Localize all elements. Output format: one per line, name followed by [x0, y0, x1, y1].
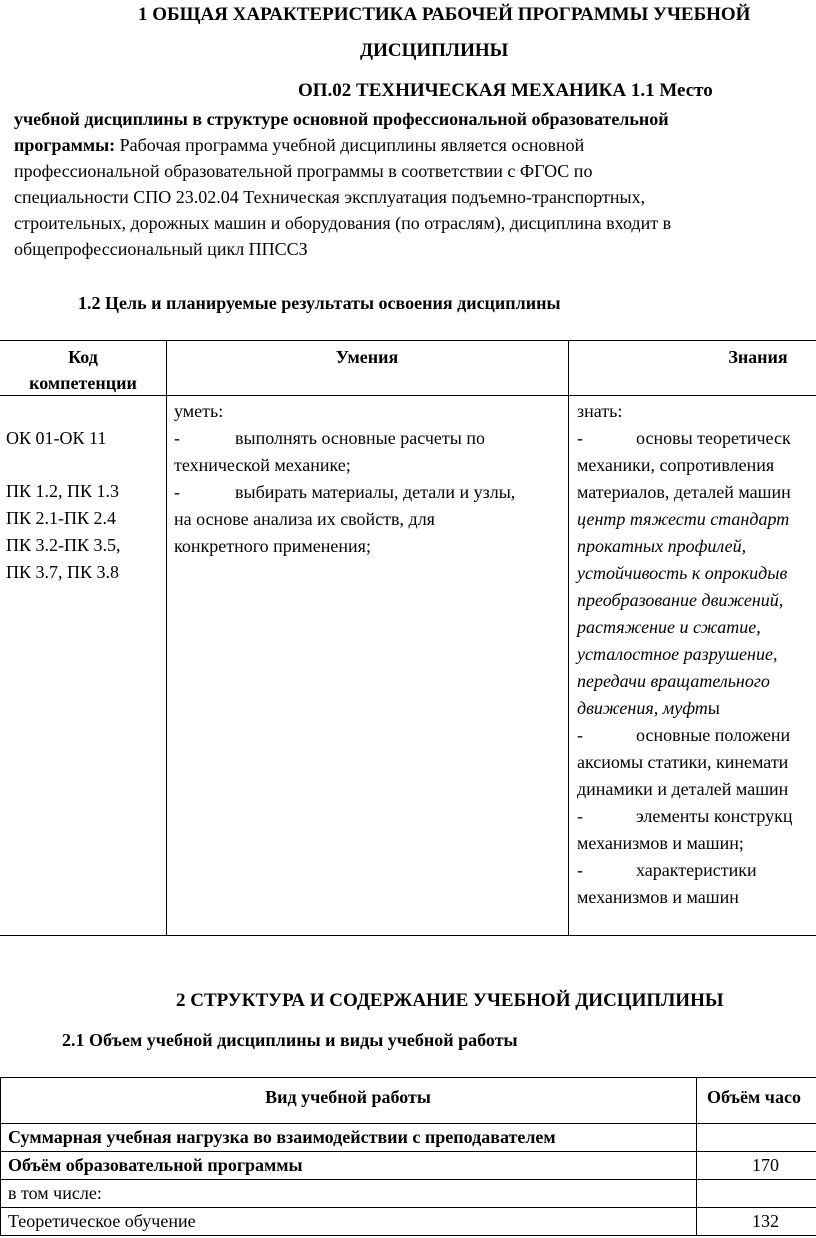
t2-row3-label: в том числе:	[8, 1183, 102, 1203]
section-1-1-line2: профессиональной образовательной программы в соответствии с ФГОС по	[14, 161, 593, 181]
knowledge-italic-line5: растяжение и сжатие,	[577, 617, 761, 637]
discipline-title: ОП.02 ТЕХНИЧЕСКАЯ МЕХАНИКА 1.1 Место	[298, 80, 713, 101]
skills-item2-line3: конкретного применения;	[174, 536, 371, 556]
table-col-divider-1	[166, 340, 167, 936]
knowledge-item2-line1: основные положени	[636, 725, 791, 745]
section-1-1-line5: общепрофессиональный цикл ППССЗ	[14, 239, 308, 259]
section-title-line1: 1 ОБЩАЯ ХАРАКТЕРИСТИКА РАБОЧЕЙ ПРОГРАММЫ УЧЕБНОЙ	[138, 4, 751, 25]
section-1-1-line4: строительных, дорожных машин и оборудования (по отраслям), дисциплина входит в	[14, 213, 672, 233]
code-pk-4: ПК 3.7, ПК 3.8	[6, 562, 120, 582]
t2-row4-label: Теоретическое обучение	[8, 1211, 196, 1231]
section-1-1-text1: Рабочая программа учебной дисциплины является основной	[115, 135, 585, 155]
knowledge-italic-line7: передачи вращательного	[577, 671, 770, 691]
section-2-heading: 2 СТРУКТУРА И СОДЕРЖАНИЕ УЧЕБНОЙ ДИСЦИПЛИНЫ	[176, 990, 724, 1011]
skills-intro: уметь:	[174, 401, 224, 421]
skills-item1-line1: выполнять основные расчеты по	[235, 428, 485, 448]
section-1-2-heading: 1.2 Цель и планируемые результаты освоения дисциплины	[78, 293, 561, 313]
code-pk-1: ПК 1.2, ПК 1.3	[6, 481, 120, 501]
knowledge-item3-dash: -	[577, 806, 583, 826]
section-1-1-line3: специальности СПО 23.02.04 Техническая эксплуатация подъемно-транспортных,	[14, 187, 646, 207]
t2-row-divider-3	[0, 1179, 816, 1180]
knowledge-italic-line6: усталостное разрушение,	[577, 644, 778, 664]
knowledge-item3-line2: механизмов и машин;	[577, 833, 744, 853]
code-pk-2: ПК 2.1-ПК 2.4	[6, 508, 117, 528]
skills-item2-line2: на основе анализа их свойств, для	[174, 509, 435, 529]
knowledge-item4-line1: характеристики	[636, 860, 757, 880]
knowledge-item1-dash: -	[577, 428, 583, 448]
t2-border-top	[0, 1077, 816, 1078]
table-border-top	[0, 340, 816, 341]
section-title-line2: ДИСЦИПЛИНЫ	[360, 40, 509, 61]
knowledge-item2-line3: динамики и деталей машин	[577, 779, 789, 799]
table-border-bottom	[0, 935, 816, 936]
col-head-code-line1: Код	[68, 347, 98, 367]
col-head-code-line2: компетенции	[29, 373, 137, 393]
knowledge-item2-line2: аксиомы статики, кинемати	[577, 752, 789, 772]
t2-row4-value: 132	[752, 1211, 779, 1231]
t2-head-work-type: Вид учебной работы	[265, 1087, 431, 1107]
knowledge-item2-dash: -	[577, 725, 583, 745]
col-head-code	[0, 344, 166, 396]
t2-head-hours: Объём часо	[707, 1087, 801, 1107]
knowledge-intro: знать:	[577, 401, 623, 421]
knowledge-item3-line1: элементы конструкц	[636, 806, 793, 826]
knowledge-italic-line3: устойчивость к опрокидыв	[577, 563, 788, 583]
knowledge-italic-last-part: движения, муфт	[577, 698, 708, 718]
skills-item1-dash: -	[174, 428, 180, 448]
section-1-1-line1	[14, 132, 584, 158]
knowledge-cell	[569, 396, 816, 934]
skills-item2-dash: -	[174, 482, 180, 502]
code-ok: ОК 01-ОК 11	[6, 428, 107, 448]
t2-border-bottom	[0, 1235, 816, 1236]
code-pk-3: ПК 3.2-ПК 3.5,	[6, 535, 121, 555]
knowledge-italic-line2: прокатных профилей,	[577, 536, 747, 556]
section-1-1-bold-start: программы:	[14, 135, 116, 155]
t2-row2-value: 170	[752, 1155, 779, 1175]
skills-item1-line2: технической механике;	[174, 455, 351, 475]
t2-row2-label: Объём образовательной программы	[8, 1155, 303, 1175]
skills-item2-line1: выбирать материалы, детали и узлы,	[235, 482, 516, 502]
section-1-1-bold-line: учебной дисциплины в структуре основной профессиональной образовательной	[14, 109, 669, 129]
knowledge-italic-line4: преобразование движений,	[577, 590, 784, 610]
t2-col-divider	[696, 1077, 697, 1236]
knowledge-italic-last	[577, 695, 720, 721]
knowledge-item1-line1: основы теоретическ	[636, 428, 791, 448]
knowledge-item4-line2: механизмов и машин	[577, 887, 739, 907]
t2-row1-label: Суммарная учебная нагрузка во взаимодействии с преподавателем	[8, 1127, 556, 1147]
knowledge-item1-line3: материалов, деталей машин	[577, 482, 791, 502]
knowledge-item4-dash: -	[577, 860, 583, 880]
knowledge-item1-line2: механики, сопротивления	[577, 455, 775, 475]
col-head-knowledge: Знания	[728, 347, 788, 367]
knowledge-italic-line1: центр тяжести стандарт	[577, 509, 790, 529]
knowledge-italic-last-tail: ы	[707, 698, 720, 718]
col-head-skills: Умения	[335, 347, 399, 367]
section-2-1-heading: 2.1 Объем учебной дисциплины и виды учебной работы	[62, 1030, 518, 1050]
